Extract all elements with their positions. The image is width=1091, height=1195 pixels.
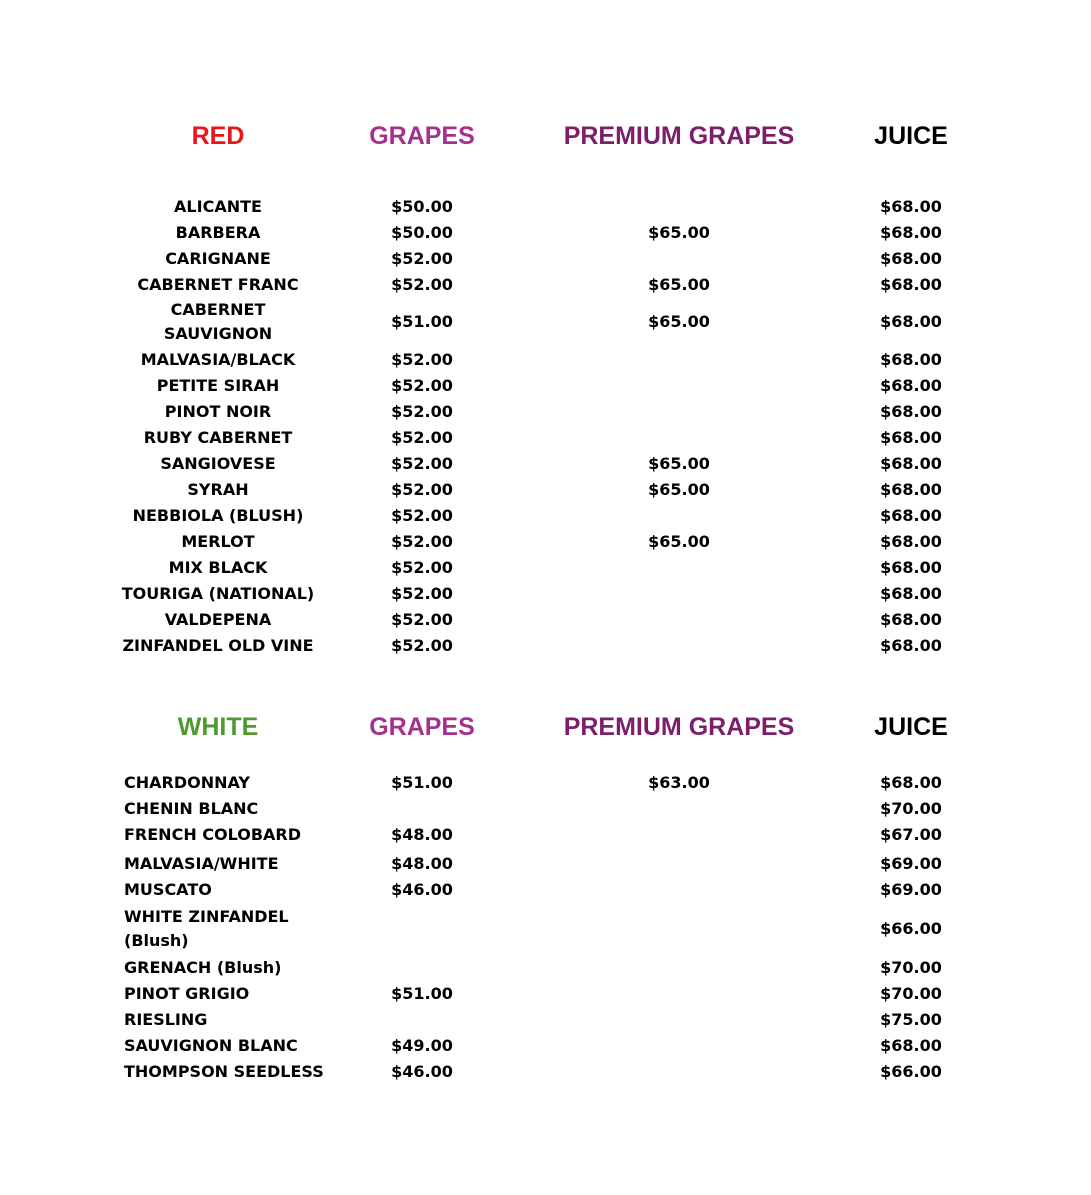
red-juice-header: JUICE <box>874 122 948 150</box>
grapes-price: $52.00 <box>391 480 453 499</box>
wine-name: PINOT NOIR <box>164 402 272 421</box>
table-row <box>0 955 1091 981</box>
wine-name: WHITE ZINFANDEL (Blush) <box>124 907 289 950</box>
table-row <box>0 607 1091 633</box>
table-row <box>0 796 1091 822</box>
table-row <box>0 633 1091 659</box>
white-section-title: WHITE <box>177 713 259 741</box>
wine-name: RUBY CABERNET <box>143 428 293 447</box>
grapes-price: $52.00 <box>391 506 453 525</box>
juice-price: $70.00 <box>880 958 942 977</box>
table-row <box>0 1033 1091 1059</box>
table-row <box>0 529 1091 555</box>
wine-name: TOURIGA (NATIONAL) <box>121 584 315 603</box>
table-row <box>0 220 1091 246</box>
table-row <box>0 347 1091 373</box>
premium-price: $65.00 <box>648 532 710 551</box>
grapes-price: $51.00 <box>391 984 453 1003</box>
wine-name: MUSCATO <box>124 880 212 899</box>
table-row <box>0 503 1091 529</box>
wine-name: CABERNET FRANC <box>137 275 299 294</box>
juice-price: $70.00 <box>880 799 942 818</box>
grapes-price: $46.00 <box>391 880 453 899</box>
grapes-price: $51.00 <box>391 773 453 792</box>
grapes-price: $52.00 <box>391 249 453 268</box>
wine-name: NEBBIOLA (BLUSH) <box>132 506 304 525</box>
juice-price: $68.00 <box>880 275 942 294</box>
juice-price: $68.00 <box>880 428 942 447</box>
juice-price: $68.00 <box>880 558 942 577</box>
juice-price: $68.00 <box>880 636 942 655</box>
premium-price: $65.00 <box>648 312 710 331</box>
table-row <box>0 1007 1091 1033</box>
juice-price: $68.00 <box>880 312 942 331</box>
juice-price: $68.00 <box>880 532 942 551</box>
grapes-price: $52.00 <box>391 275 453 294</box>
juice-price: $66.00 <box>880 1062 942 1081</box>
juice-price: $68.00 <box>880 350 942 369</box>
wine-name: BARBERA <box>175 223 261 242</box>
wine-name: SYRAH <box>187 480 249 499</box>
wine-name: SANGIOVESE <box>160 454 276 473</box>
table-row <box>0 851 1091 877</box>
table-row <box>0 555 1091 581</box>
grapes-price: $52.00 <box>391 350 453 369</box>
wine-name: MIX BLACK <box>168 558 268 577</box>
juice-price: $68.00 <box>880 1036 942 1055</box>
wine-name: MERLOT <box>181 532 255 551</box>
juice-price: $70.00 <box>880 984 942 1003</box>
grapes-price: $52.00 <box>391 584 453 603</box>
grapes-price: $52.00 <box>391 428 453 447</box>
grapes-price: $49.00 <box>391 1036 453 1055</box>
wine-name: ALICANTE <box>174 197 262 216</box>
wine-name: CABERNET SAUVIGNON <box>163 300 273 343</box>
white-premium-header: PREMIUM GRAPES <box>563 713 795 741</box>
wine-name: THOMPSON SEEDLESS <box>124 1062 324 1081</box>
table-row <box>0 425 1091 451</box>
grapes-price: $50.00 <box>391 223 453 242</box>
white-grapes-header: GRAPES <box>369 713 475 741</box>
juice-price: $68.00 <box>880 223 942 242</box>
wine-name: CHENIN BLANC <box>124 799 259 818</box>
table-row <box>0 1059 1091 1085</box>
white-juice-header: JUICE <box>874 713 948 741</box>
wine-name: PETITE SIRAH <box>156 376 280 395</box>
table-row <box>0 981 1091 1007</box>
table-row <box>0 904 1091 954</box>
juice-price: $69.00 <box>880 880 942 899</box>
table-row <box>0 477 1091 503</box>
premium-price: $65.00 <box>648 275 710 294</box>
grapes-price: $52.00 <box>391 532 453 551</box>
table-row <box>0 373 1091 399</box>
juice-price: $68.00 <box>880 454 942 473</box>
juice-price: $68.00 <box>880 610 942 629</box>
grapes-price: $48.00 <box>391 825 453 844</box>
grapes-price: $52.00 <box>391 558 453 577</box>
wine-name: VALDEPENA <box>164 610 272 629</box>
table-row <box>0 877 1091 903</box>
grapes-price: $52.00 <box>391 610 453 629</box>
wine-name: ZINFANDEL OLD VINE <box>122 636 314 655</box>
table-row <box>0 451 1091 477</box>
juice-price: $68.00 <box>880 402 942 421</box>
juice-price: $75.00 <box>880 1010 942 1029</box>
grapes-price: $48.00 <box>391 854 453 873</box>
juice-price: $68.00 <box>880 584 942 603</box>
premium-price: $63.00 <box>648 773 710 792</box>
wine-name: SAUVIGNON BLANC <box>124 1036 298 1055</box>
table-row <box>0 581 1091 607</box>
wine-name: FRENCH COLOBARD <box>124 825 302 844</box>
red-grapes-header: GRAPES <box>369 122 475 150</box>
juice-price: $68.00 <box>880 197 942 216</box>
grapes-price: $51.00 <box>391 312 453 331</box>
red-section-title: RED <box>191 122 245 150</box>
premium-price: $65.00 <box>648 454 710 473</box>
table-row <box>0 246 1091 272</box>
juice-price: $66.00 <box>880 919 942 938</box>
table-row <box>0 822 1091 848</box>
table-row <box>0 399 1091 425</box>
wine-name: MALVASIA/WHITE <box>124 854 279 873</box>
table-row <box>0 272 1091 298</box>
grapes-price: $52.00 <box>391 636 453 655</box>
juice-price: $67.00 <box>880 825 942 844</box>
wine-name: RIESLING <box>124 1010 208 1029</box>
grapes-price: $50.00 <box>391 197 453 216</box>
grapes-price: $52.00 <box>391 402 453 421</box>
juice-price: $68.00 <box>880 376 942 395</box>
grapes-price: $52.00 <box>391 376 453 395</box>
wine-name: CHARDONNAY <box>124 773 250 792</box>
table-row <box>0 770 1091 796</box>
wine-name: CARIGNANE <box>165 249 271 268</box>
wine-name: GRENACH (Blush) <box>124 958 282 977</box>
table-row <box>0 194 1091 220</box>
juice-price: $68.00 <box>880 506 942 525</box>
juice-price: $68.00 <box>880 480 942 499</box>
table-row <box>0 297 1091 347</box>
premium-price: $65.00 <box>648 480 710 499</box>
grapes-price: $46.00 <box>391 1062 453 1081</box>
red-premium-header: PREMIUM GRAPES <box>563 122 795 150</box>
premium-price: $65.00 <box>648 223 710 242</box>
wine-name: MALVASIA/BLACK <box>140 350 296 369</box>
juice-price: $68.00 <box>880 249 942 268</box>
juice-price: $68.00 <box>880 773 942 792</box>
grapes-price: $52.00 <box>391 454 453 473</box>
wine-name: PINOT GRIGIO <box>124 984 250 1003</box>
juice-price: $69.00 <box>880 854 942 873</box>
